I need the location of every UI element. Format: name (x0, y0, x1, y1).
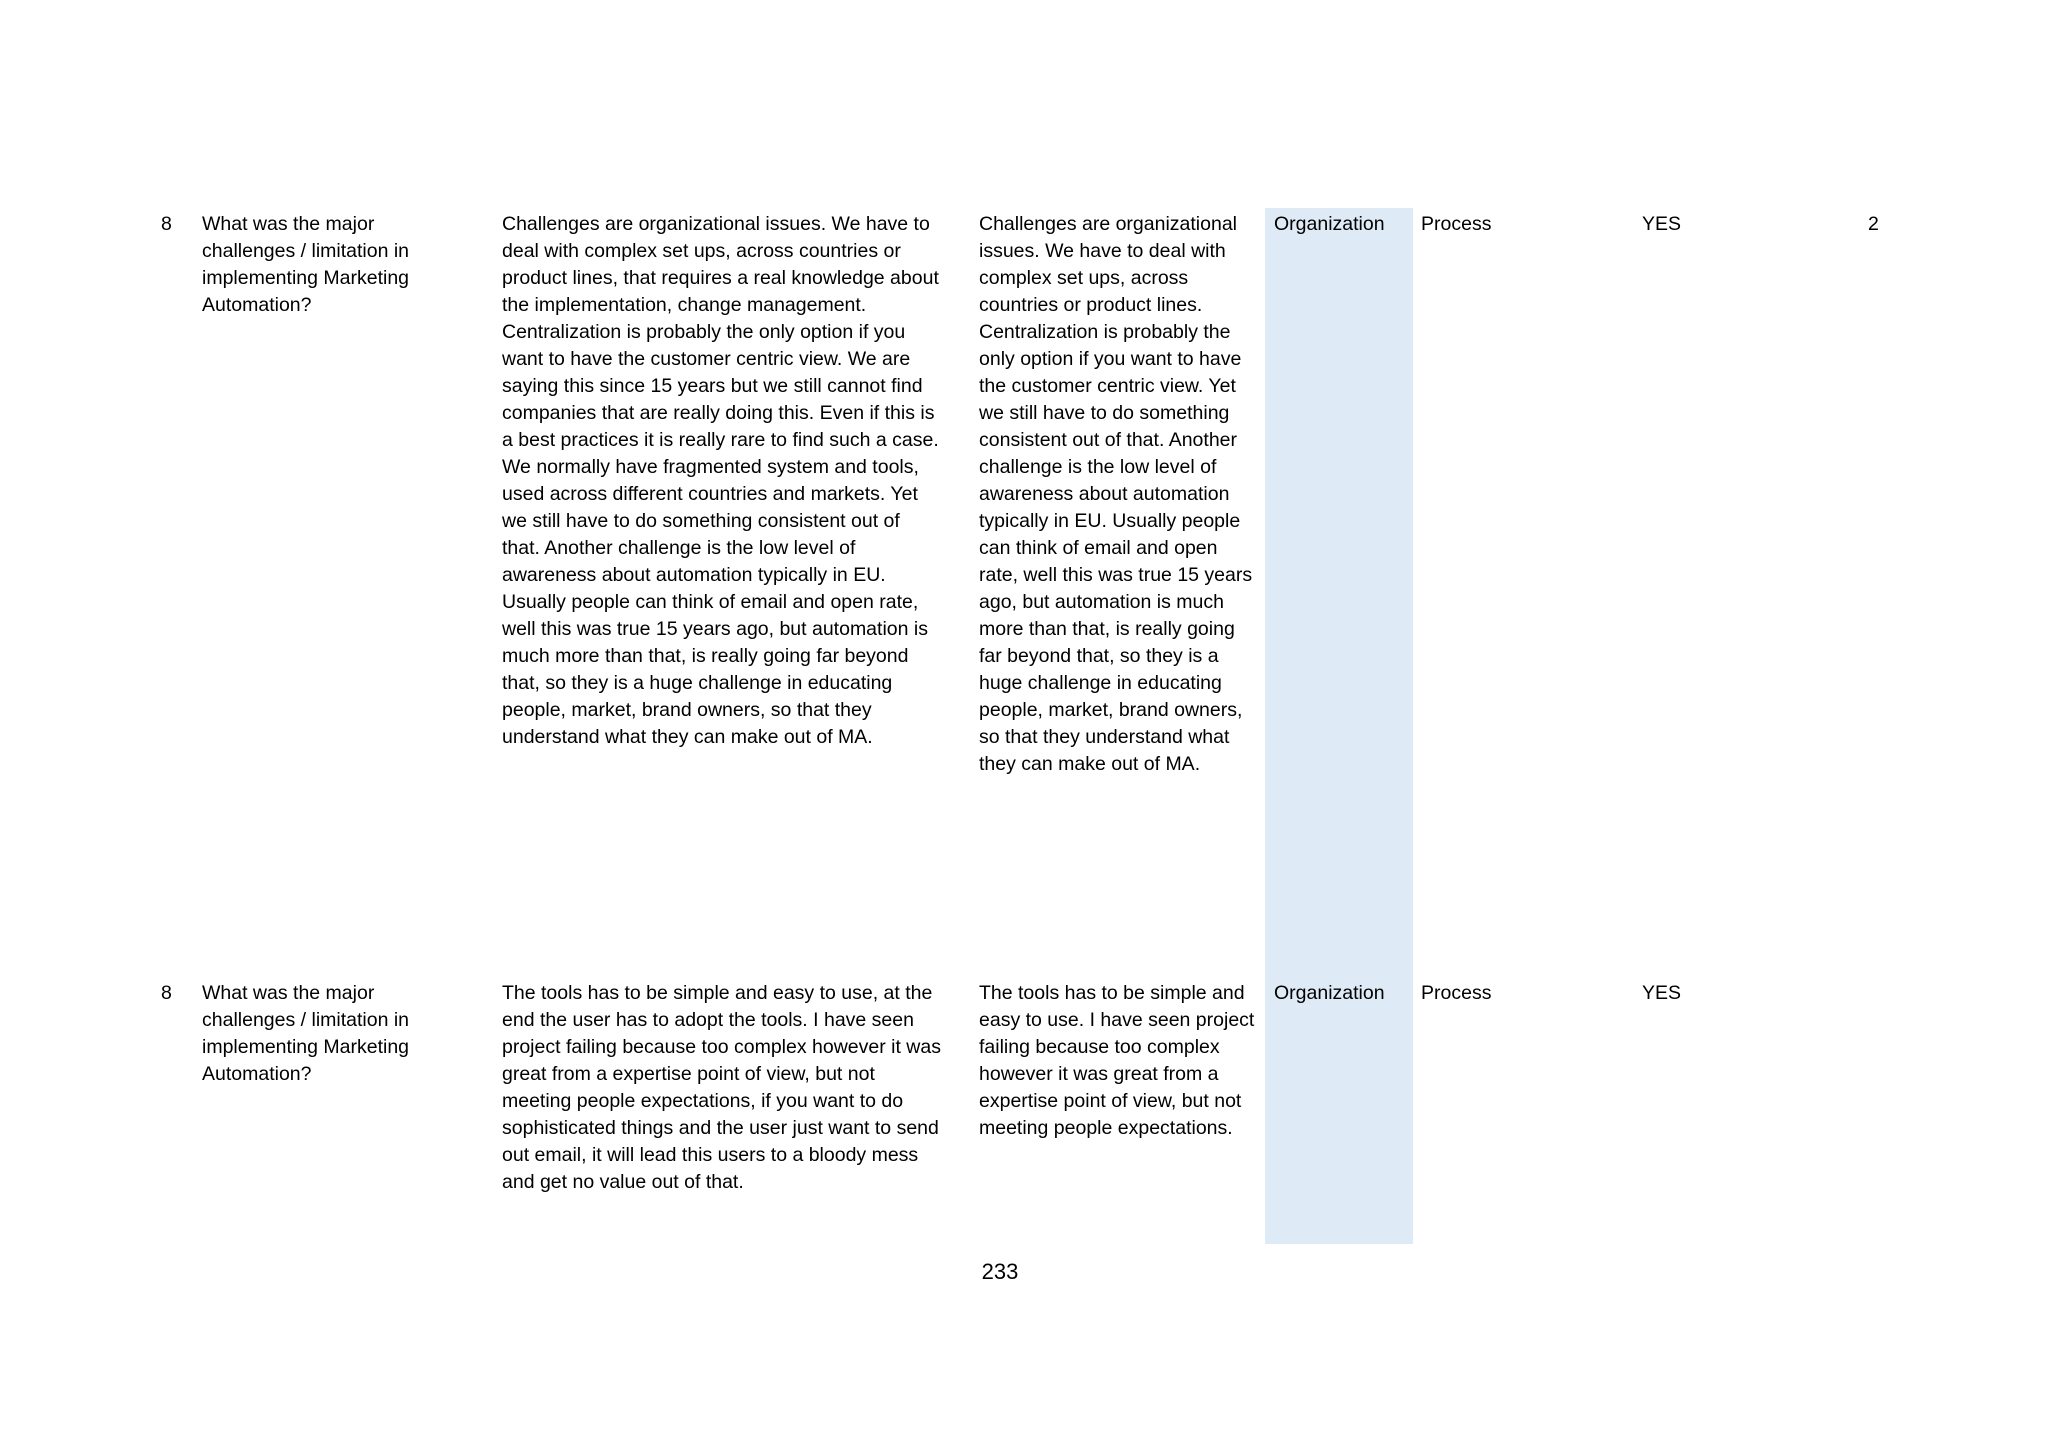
summary-text: Challenges are organizational issues. We have to deal with complex set ups, across countries or product lines. Centralization is probably the only option if you want to have the customer centric view. Yet we still have to do something consistent out of that. Another challenge is the low level of awareness about automation typically in EU. Usually people can think of email and open rate, well this was true 15 years ago, but automation is much more than that, is really going far beyond that, so they is a huge challenge in educating people, market, brand owners, so that they understand what they can make out of MA. (979, 213, 1253, 775)
summary-text: The tools has to be simple and easy to use. I have seen project failing because too complex however it was great from a expertise point of view, but not meeting people expectations. (979, 982, 1255, 1139)
answer-text: Challenges are organizational issues. We have to deal with complex set ups, across countries or product lines, that requires a real knowledge about the implementation, change management. Centralization is probably the only option if you want to have the customer centric view. We are saying this since 15 years but we still cannot find companies that are really doing this. Even if this is a best practices it is really rare to find such a case. We normally have fragmented system and tools, used across different countries and markets. Yet we still have to do something consistent out of that. Another challenge is the low level of awareness about automation typically in EU. Usually people can think of email and open rate, well this was true 15 years ago, but automation is much more than that, is really going far beyond that, so they is a huge challenge in educating people, market, brand owners, so that they understand what they can make out of MA. (502, 213, 939, 748)
category-label: Organization (1274, 213, 1385, 235)
score-value: 2 (1868, 213, 1879, 235)
page-number: 233 (981, 1259, 1019, 1284)
category-column-shade (1265, 208, 1413, 1244)
row-number: 8 (161, 213, 172, 235)
flag-value: YES (1642, 982, 1682, 1004)
subcategory-label: Process (1421, 982, 1492, 1004)
question-text: What was the major challenges / limitation in implementing Marketing Automation? (202, 213, 410, 316)
answer-text: The tools has to be simple and easy to use, at the end the user has to adopt the tools. I have seen project failing because too complex however it was great from a expertise point of view, but not meeting people expectations, if you want to do sophisticated things and the user just want to send out email, it will lead this users to a bloody mess and get no value out of that. (502, 982, 941, 1193)
question-text: What was the major challenges / limitation in implementing Marketing Automation? (202, 982, 410, 1085)
category-label: Organization (1274, 982, 1385, 1004)
subcategory-label: Process (1421, 213, 1492, 235)
row-number: 8 (161, 982, 172, 1004)
flag-value: YES (1642, 213, 1682, 235)
